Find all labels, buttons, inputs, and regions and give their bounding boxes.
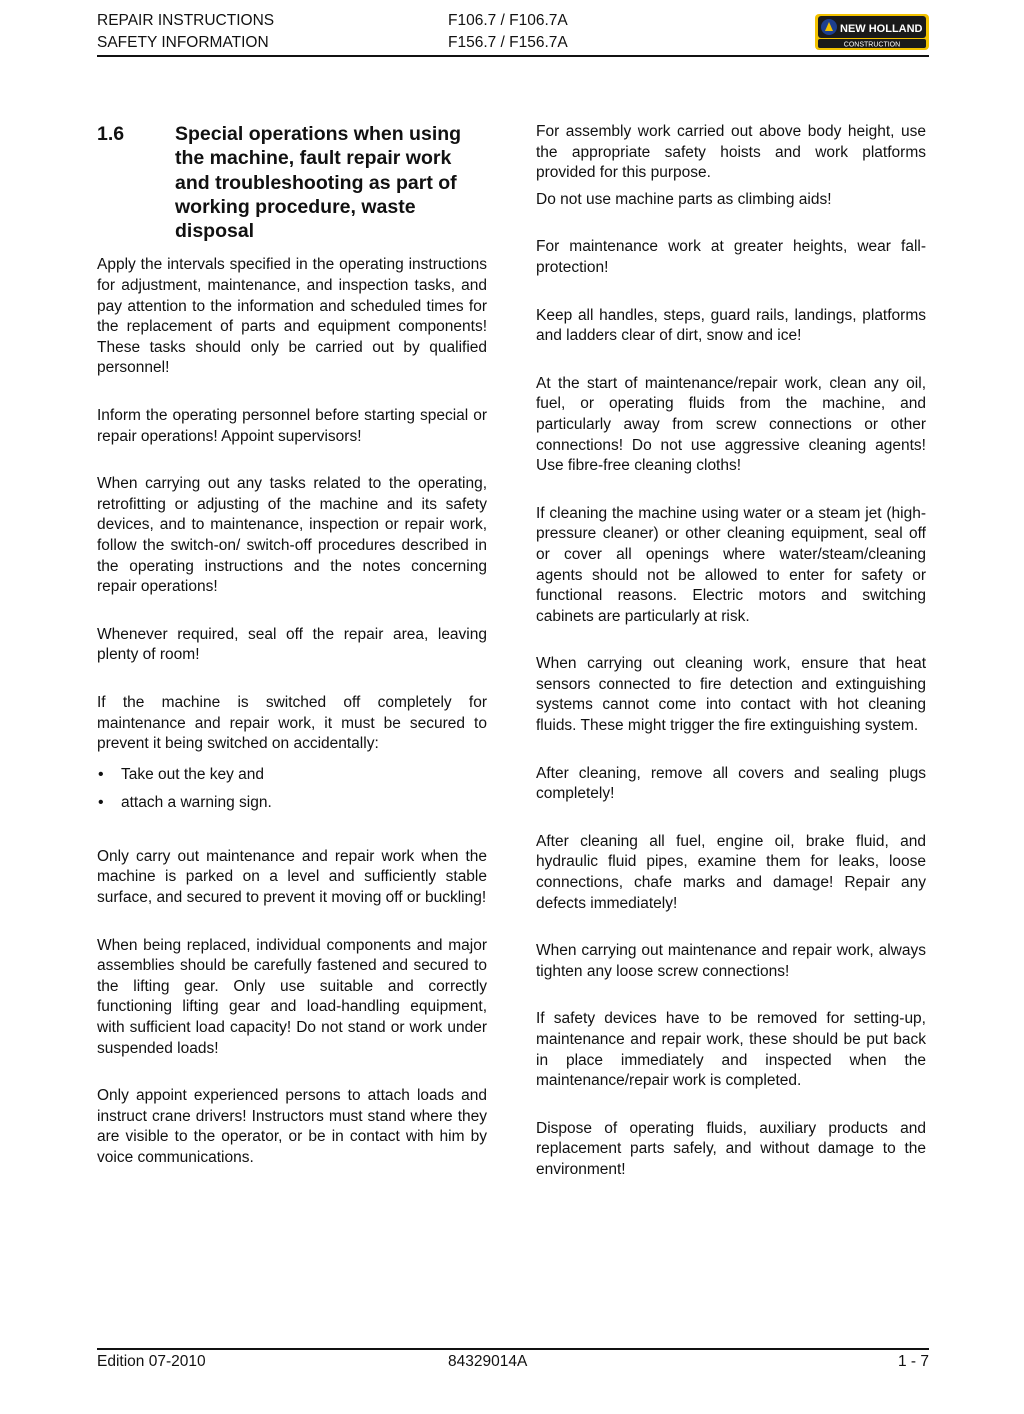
page-header bbox=[97, 10, 929, 56]
paragraph: Only carry out maintenance and repair work when the machine is parked on a level and sufficiently stable surface, and secured to prevent it moving off or buckling! bbox=[97, 847, 487, 906]
header-left-line2: SAFETY INFORMATION bbox=[97, 34, 269, 51]
bullet-icon: • bbox=[98, 765, 104, 783]
list-item bbox=[97, 789, 487, 817]
header-doc-type bbox=[97, 10, 274, 54]
paragraph: If cleaning the machine using water or a steam jet (high-pressure cleaner) or other cleaning equipment, seal off or cover all openings where water/steam/cleaning agents should not be allowed to enter for safety or functional reasons. Electric motors and switching cabinets are particularly at risk. bbox=[536, 504, 926, 625]
header-mid-line2: F156.7 / F156.7A bbox=[448, 34, 568, 51]
header-mid-line1: F106.7 / F106.7A bbox=[448, 12, 568, 29]
footer-page-number: 1 - 7 bbox=[897, 1353, 929, 1370]
header-rule bbox=[97, 55, 929, 57]
paragraph: Do not use machine parts as climbing aids! bbox=[536, 190, 832, 208]
paragraph: Only appoint experienced persons to attach loads and instruct crane drivers! Instructors must stand where they are visible to the operator, or be in contact with him by voice communications. bbox=[97, 1087, 487, 1166]
bullet-icon: • bbox=[98, 793, 104, 811]
paragraph: If safety devices have to be removed for setting-up, maintenance and repair work, these should be put back in place immediately and inspected when the maintenance/repair work is completed. bbox=[536, 1010, 926, 1090]
left-column bbox=[97, 120, 487, 1195]
paragraph: Apply the intervals specified in the operating instructions for adjustment, maintenance, and inspection tasks, and pay attention to the information and scheduled times for the replacement of parts and equipment components! These tasks should only be carried out by qualified personnel! bbox=[97, 256, 487, 377]
paragraph: When carrying out cleaning work, ensure that heat sensors connected to fire detection and extinguishing systems cannot come into contact with hot cleaning fluids. These might trigger the fire extinguishing system. bbox=[536, 655, 926, 735]
logo-text-top: NEW HOLLAND bbox=[840, 23, 923, 35]
section-heading bbox=[97, 122, 487, 243]
new-holland-logo bbox=[815, 14, 929, 50]
footer-doc-number: 84329014A bbox=[448, 1353, 528, 1370]
header-models bbox=[448, 10, 568, 54]
paragraph: When being replaced, individual components and major assemblies should be carefully fastened and secured to the lifting gear. Only use suitable and correctly functioning lifting gear and load-handling equipment, with sufficient load capacity! Do not stand or work under suspended loads! bbox=[97, 936, 487, 1057]
paragraph: Keep all handles, steps, guard rails, landings, platforms and ladders clear of dirt, snow and ice! bbox=[536, 306, 926, 345]
right-column bbox=[536, 122, 926, 1208]
paragraph: For assembly work carried out above body height, use the appropriate safety hoists and work platforms provided for this purpose. bbox=[536, 123, 926, 182]
paragraph: At the start of maintenance/repair work, clean any oil, fuel, or operating fluids from the machine, and particularly away from screw connections or other connections! Do not use aggressive cleaning agents! Use fibre-free cleaning cloths! bbox=[536, 374, 926, 475]
paragraph: Inform the operating personnel before starting special or repair operations! Appoint supervisors! bbox=[97, 407, 487, 445]
paragraph: For maintenance work at greater heights, wear fall-protection! bbox=[536, 238, 926, 276]
bullet-list bbox=[97, 761, 487, 817]
footer-rule bbox=[97, 1348, 929, 1350]
page-footer bbox=[97, 1352, 929, 1374]
logo-text-bottom: CONSTRUCTION bbox=[843, 41, 901, 49]
paragraph: Whenever required, seal off the repair area, leaving plenty of room! bbox=[97, 625, 487, 664]
list-item-text: attach a warning sign. bbox=[121, 793, 272, 811]
header-left-line1: REPAIR INSTRUCTIONS bbox=[97, 12, 275, 29]
paragraph: When carrying out maintenance and repair work, always tighten any loose screw connections! bbox=[536, 942, 926, 980]
paragraph: When carrying out any tasks related to the operating, retrofitting or adjusting of the machine and its safety devices, and to maintenance, inspection or repair work, follow the switch-on/ switch-off procedures described in the operating instructions and the notes concerning repair operations! bbox=[97, 475, 487, 596]
paragraph: After cleaning, remove all covers and sealing plugs completely! bbox=[536, 764, 926, 803]
footer-edition: Edition 07-2010 bbox=[97, 1353, 206, 1370]
list-item bbox=[97, 761, 487, 789]
section-title: Special operations when using the machine, fault repair work and troubleshooting as part of working procedure, waste disposal bbox=[175, 123, 462, 243]
paragraph: After cleaning all fuel, engine oil, brake fluid, and hydraulic fluid pipes, examine them for leaks, loose connections, chafe marks and damage! Repair any defects immediately! bbox=[536, 832, 926, 912]
list-item-text: Take out the key and bbox=[121, 765, 265, 783]
paragraph: If the machine is switched off completely for maintenance and repair work, it must be secured to prevent it being switched on accidentally: bbox=[97, 693, 487, 753]
paragraph: Dispose of operating fluids, auxiliary products and replacement parts safely, and without damage to the environment! bbox=[536, 1119, 926, 1178]
section-number: 1.6 bbox=[97, 123, 125, 145]
